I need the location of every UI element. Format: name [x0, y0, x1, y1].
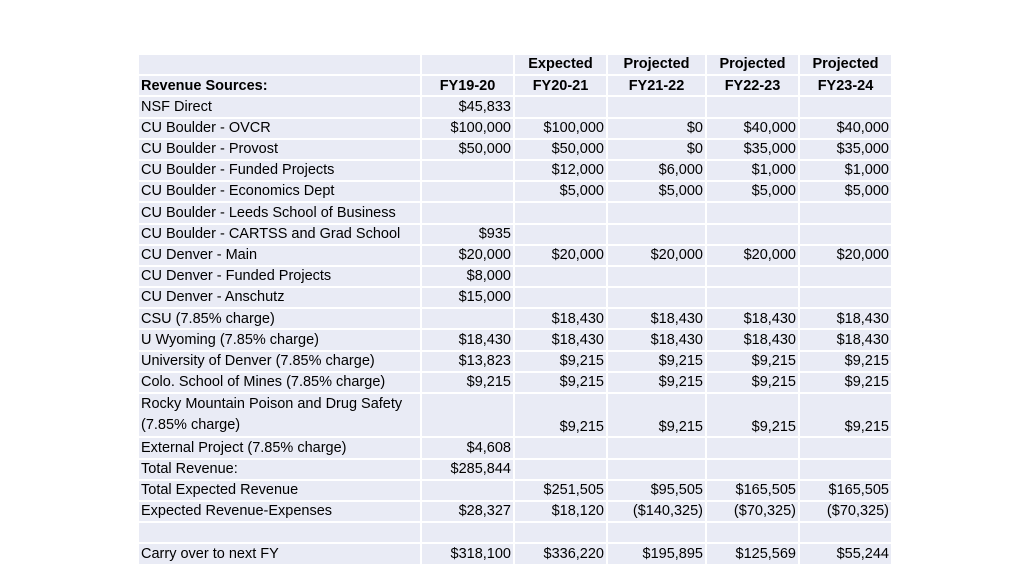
amount-cell: $40,000 [707, 119, 800, 140]
revenue-source-label: Colo. School of Mines (7.85% charge) [139, 373, 422, 394]
amount-cell: $100,000 [515, 119, 608, 140]
header-row-expected [139, 55, 893, 76]
amount-cell [422, 203, 515, 224]
amount-cell [800, 97, 893, 118]
amount-cell: $28,327 [422, 502, 515, 523]
amount-cell: $18,120 [515, 502, 608, 523]
amount-cell: $8,000 [422, 267, 515, 288]
amount-cell [608, 523, 707, 544]
revenue-source-label: Carry over to next FY [139, 544, 422, 565]
amount-cell: $251,505 [515, 481, 608, 502]
table-row [139, 502, 893, 523]
header-cell: FY21-22 [608, 76, 707, 97]
amount-cell: $20,000 [800, 246, 893, 267]
header-cell: FY23-24 [800, 76, 893, 97]
amount-cell: $1,000 [707, 161, 800, 182]
amount-cell: $35,000 [707, 140, 800, 161]
amount-cell: $318,100 [422, 544, 515, 565]
amount-cell [515, 225, 608, 246]
amount-cell: $285,844 [422, 460, 515, 481]
table-row [139, 225, 893, 246]
revenue-table-body [139, 55, 893, 566]
header-row-fiscal-years [139, 76, 893, 97]
amount-cell [608, 97, 707, 118]
amount-cell: ($70,325) [800, 502, 893, 523]
amount-cell: $20,000 [608, 246, 707, 267]
amount-cell: $0 [608, 140, 707, 161]
revenue-source-label: U Wyoming (7.85% charge) [139, 330, 422, 351]
header-cell: Projected [608, 55, 707, 76]
amount-cell: $165,505 [800, 481, 893, 502]
amount-cell: $9,215 [707, 352, 800, 373]
amount-cell [608, 438, 707, 459]
amount-cell: $18,430 [608, 330, 707, 351]
amount-cell: $6,000 [608, 161, 707, 182]
revenue-source-label: Total Expected Revenue [139, 481, 422, 502]
revenue-source-label: CU Boulder - OVCR [139, 119, 422, 140]
amount-cell: $18,430 [707, 330, 800, 351]
table-row [139, 203, 893, 224]
amount-cell: $9,215 [608, 394, 707, 438]
header-cell: Projected [800, 55, 893, 76]
amount-cell: $5,000 [800, 182, 893, 203]
amount-cell [608, 203, 707, 224]
revenue-sources-table [139, 55, 893, 566]
revenue-source-label: CU Denver - Anschutz [139, 288, 422, 309]
amount-cell: $55,244 [800, 544, 893, 565]
amount-cell: $95,505 [608, 481, 707, 502]
amount-cell: $935 [422, 225, 515, 246]
amount-cell: $9,215 [800, 373, 893, 394]
amount-cell: $5,000 [515, 182, 608, 203]
amount-cell [707, 288, 800, 309]
table-row [139, 544, 893, 565]
amount-cell: $13,823 [422, 352, 515, 373]
amount-cell: $9,215 [800, 352, 893, 373]
amount-cell: $4,608 [422, 438, 515, 459]
amount-cell [515, 97, 608, 118]
amount-cell [422, 161, 515, 182]
header-cell [139, 55, 422, 76]
amount-cell [515, 203, 608, 224]
amount-cell [608, 267, 707, 288]
amount-cell: $45,833 [422, 97, 515, 118]
amount-cell [707, 97, 800, 118]
amount-cell: $1,000 [800, 161, 893, 182]
header-cell: Revenue Sources: [139, 76, 422, 97]
revenue-source-label: Total Revenue: [139, 460, 422, 481]
revenue-source-label: CU Denver - Funded Projects [139, 267, 422, 288]
amount-cell: $50,000 [515, 140, 608, 161]
amount-cell [608, 460, 707, 481]
header-cell: FY22-23 [707, 76, 800, 97]
amount-cell: $35,000 [800, 140, 893, 161]
amount-cell: ($140,325) [608, 502, 707, 523]
revenue-source-label [139, 523, 422, 544]
amount-cell [800, 460, 893, 481]
amount-cell [707, 438, 800, 459]
amount-cell: $18,430 [422, 330, 515, 351]
table-row [139, 352, 893, 373]
amount-cell: $9,215 [800, 394, 893, 438]
amount-cell: $20,000 [422, 246, 515, 267]
revenue-source-label: Rocky Mountain Poison and Drug Safety (7.85% charge) [139, 394, 422, 438]
amount-cell: $0 [608, 119, 707, 140]
revenue-table-container [139, 55, 893, 566]
table-row [139, 119, 893, 140]
amount-cell [422, 523, 515, 544]
amount-cell [422, 309, 515, 330]
table-row [139, 140, 893, 161]
amount-cell: $9,215 [707, 394, 800, 438]
amount-cell [800, 203, 893, 224]
amount-cell: $9,215 [608, 373, 707, 394]
amount-cell: $20,000 [515, 246, 608, 267]
amount-cell [707, 225, 800, 246]
revenue-source-label: University of Denver (7.85% charge) [139, 352, 422, 373]
amount-cell [608, 288, 707, 309]
amount-cell [608, 225, 707, 246]
amount-cell: $18,430 [800, 309, 893, 330]
amount-cell: $9,215 [608, 352, 707, 373]
amount-cell: $50,000 [422, 140, 515, 161]
amount-cell: $125,569 [707, 544, 800, 565]
header-cell: FY19-20 [422, 76, 515, 97]
amount-cell [515, 460, 608, 481]
revenue-source-label: CU Boulder - Leeds School of Business [139, 203, 422, 224]
table-row [139, 309, 893, 330]
table-row [139, 438, 893, 459]
amount-cell: $18,430 [800, 330, 893, 351]
amount-cell [515, 267, 608, 288]
table-row [139, 182, 893, 203]
amount-cell [707, 203, 800, 224]
amount-cell: $100,000 [422, 119, 515, 140]
table-row [139, 161, 893, 182]
revenue-source-label: Expected Revenue-Expenses [139, 502, 422, 523]
amount-cell: ($70,325) [707, 502, 800, 523]
table-row [139, 460, 893, 481]
header-cell [422, 55, 515, 76]
amount-cell: $20,000 [707, 246, 800, 267]
table-row [139, 267, 893, 288]
amount-cell [422, 182, 515, 203]
amount-cell: $9,215 [422, 373, 515, 394]
table-row [139, 330, 893, 351]
amount-cell [707, 460, 800, 481]
amount-cell [707, 267, 800, 288]
amount-cell [515, 288, 608, 309]
amount-cell [800, 225, 893, 246]
amount-cell: $18,430 [515, 309, 608, 330]
revenue-source-label: CSU (7.85% charge) [139, 309, 422, 330]
amount-cell [800, 288, 893, 309]
amount-cell: $18,430 [515, 330, 608, 351]
amount-cell [800, 267, 893, 288]
amount-cell: $165,505 [707, 481, 800, 502]
amount-cell: $18,430 [707, 309, 800, 330]
header-cell: Projected [707, 55, 800, 76]
amount-cell: $40,000 [800, 119, 893, 140]
table-row [139, 246, 893, 267]
amount-cell: $15,000 [422, 288, 515, 309]
amount-cell: $9,215 [515, 394, 608, 438]
amount-cell [515, 438, 608, 459]
amount-cell [707, 523, 800, 544]
amount-cell: $9,215 [707, 373, 800, 394]
revenue-source-label: CU Boulder - Economics Dept [139, 182, 422, 203]
table-row [139, 97, 893, 118]
revenue-source-label: CU Boulder - CARTSS and Grad School [139, 225, 422, 246]
amount-cell: $18,430 [608, 309, 707, 330]
amount-cell: $5,000 [608, 182, 707, 203]
revenue-source-label: CU Denver - Main [139, 246, 422, 267]
amount-cell: $195,895 [608, 544, 707, 565]
revenue-source-label: CU Boulder - Funded Projects [139, 161, 422, 182]
table-row [139, 394, 893, 438]
amount-cell: $12,000 [515, 161, 608, 182]
table-row [139, 373, 893, 394]
amount-cell [800, 438, 893, 459]
header-cell: FY20-21 [515, 76, 608, 97]
amount-cell [800, 523, 893, 544]
amount-cell: $9,215 [515, 373, 608, 394]
amount-cell [515, 523, 608, 544]
amount-cell: $9,215 [515, 352, 608, 373]
amount-cell [422, 394, 515, 438]
amount-cell: $5,000 [707, 182, 800, 203]
amount-cell: $336,220 [515, 544, 608, 565]
revenue-source-label: CU Boulder - Provost [139, 140, 422, 161]
table-row [139, 523, 893, 544]
table-row [139, 288, 893, 309]
amount-cell [422, 481, 515, 502]
header-cell: Expected [515, 55, 608, 76]
table-row [139, 481, 893, 502]
revenue-source-label: External Project (7.85% charge) [139, 438, 422, 459]
revenue-source-label: NSF Direct [139, 97, 422, 118]
